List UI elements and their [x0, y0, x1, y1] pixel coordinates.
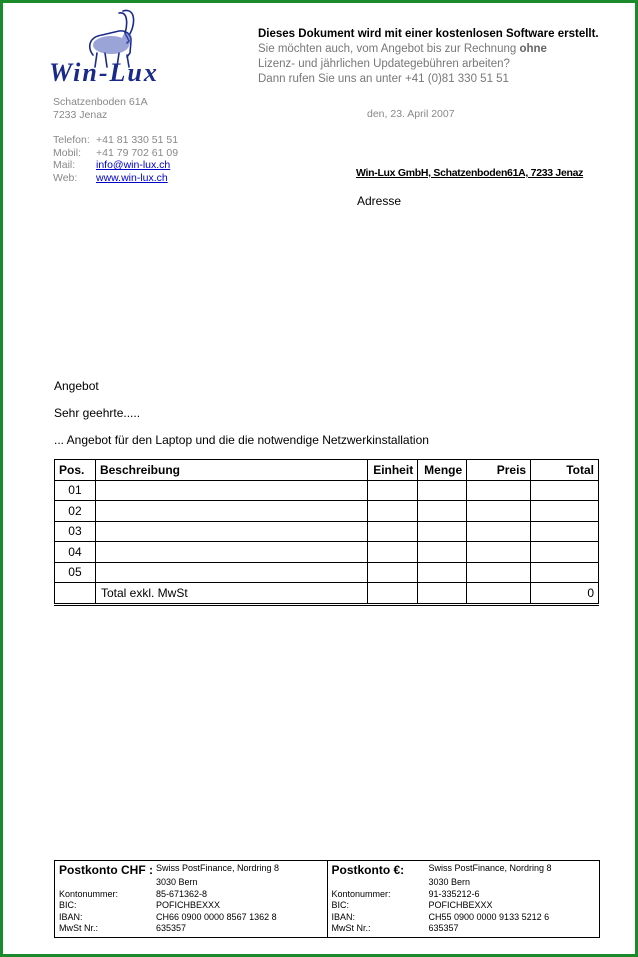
contact-block: Telefon: +41 81 330 51 51 Mobil: +41 79 702 61 09 Mail: info@win-lux.ch Web: www.win-lux.ch [53, 134, 179, 184]
letter-subject: Angebot [54, 379, 99, 393]
header-menge: Menge [418, 460, 467, 481]
promo-line1: Sie möchten auch, vom Angebot bis zur Rechnung ohne [258, 43, 547, 55]
logo-text: Win-Lux [49, 58, 159, 87]
header-einheit: Einheit [368, 460, 418, 481]
sender-line: Win-Lux GmbH, Schatzenboden61A, 7233 Jenaz [356, 167, 584, 179]
total-row [55, 583, 599, 605]
company-street: Schatzenboden 61A [53, 96, 148, 108]
header-pos: Pos. [55, 460, 96, 481]
promo-headline: Dieses Dokument wird mit einer kostenlosen Software erstellt. [258, 28, 599, 40]
promo-line3: Dann rufen Sie uns an unter +41 (0)81 330 51 51 [258, 73, 509, 85]
header-preis: Preis [467, 460, 531, 481]
recipient-address: Adresse [357, 194, 402, 208]
web-link[interactable]: www.win-lux.ch [96, 171, 168, 184]
promo-box [258, 27, 628, 87]
letter-greeting: Sehr geehrte..... [54, 406, 141, 420]
table-header-row [55, 460, 599, 481]
table-row: 03 [55, 521, 599, 542]
promo-line2: Lizenz- und jährlichen Updategebühren arbeiten? [258, 58, 510, 70]
bank-footer [54, 860, 600, 938]
document-date: den, 23. April 2007 [367, 108, 455, 120]
total-value: 0 [531, 583, 599, 605]
header-beschreibung: Beschreibung [95, 460, 367, 481]
phone-number: +41 81 330 51 51 [96, 134, 179, 146]
table-row: 01 [55, 480, 599, 501]
ibex-icon [47, 5, 203, 87]
table-row: 02 [55, 501, 599, 522]
header-total: Total [531, 460, 599, 481]
company-city: 7233 Jenaz [53, 109, 108, 121]
mail-link[interactable]: info@win-lux.ch [96, 159, 171, 171]
bank-account-eur: Postkonto €: Swiss PostFinance, Nordring 8 3030 Bern Kontonummer: 91-335212-6 BIC: POFICHBEXXX IBAN: CH55 0900 0000 9133 5212 6 MwSt Nr.: 635357 [327, 861, 600, 937]
letter-intro: ... Angebot für den Laptop und die die notwendige Netzwerkinstallation [54, 433, 429, 447]
company-logo [47, 5, 203, 87]
table-row: 05 [55, 562, 599, 583]
mobile-number: +41 79 702 61 09 [96, 146, 179, 159]
total-label: Total exkl. MwSt [95, 583, 367, 605]
bank-account-chf: Postkonto CHF : Swiss PostFinance, Nordring 8 3030 Bern Kontonummer: 85-671362-8 BIC: POFICHBEXXX IBAN: CH66 0900 0000 8567 1362 8 MwSt Nr.: 635357 [59, 863, 280, 933]
items-table [54, 459, 599, 606]
table-row: 04 [55, 542, 599, 563]
